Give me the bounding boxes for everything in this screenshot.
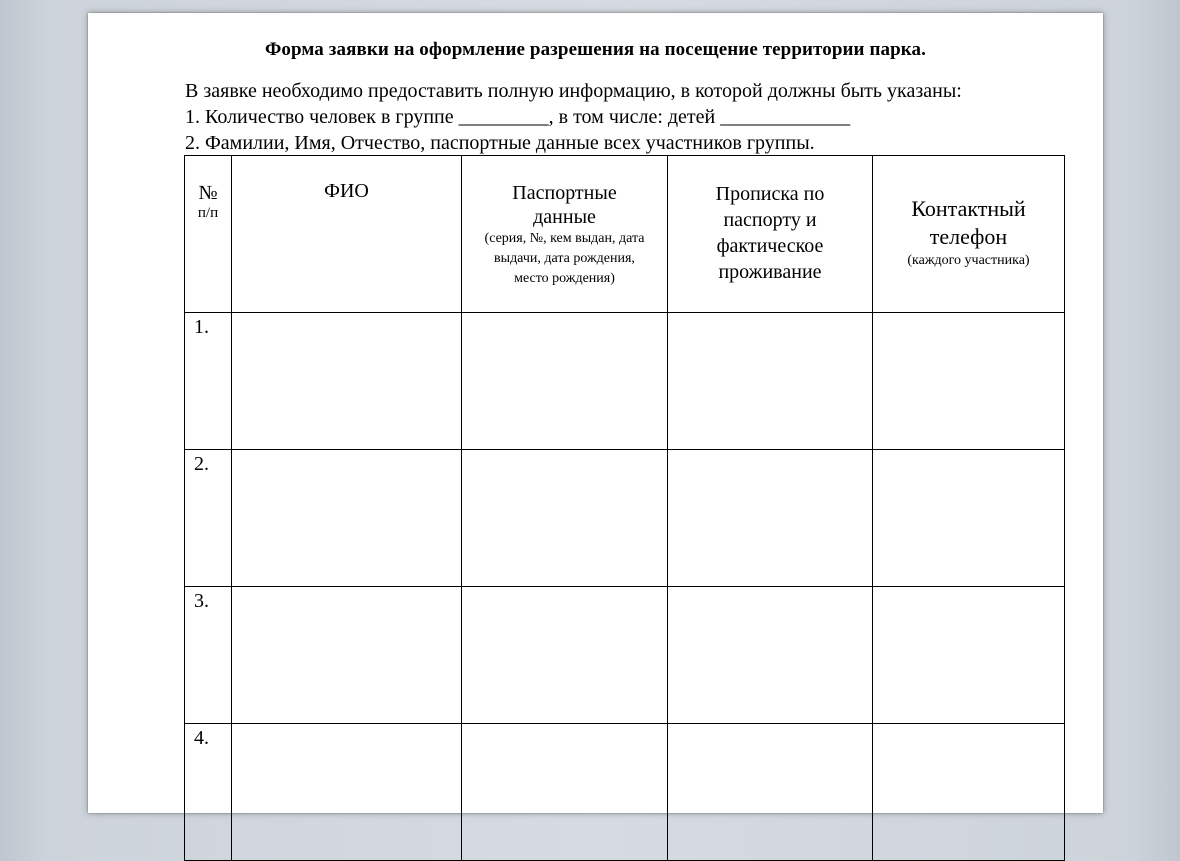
header-passport: [462, 156, 668, 313]
row-number-cell: [185, 450, 232, 587]
table-row: [185, 724, 1065, 861]
header-number-sub: п/п: [197, 205, 219, 221]
fio-cell[interactable]: [232, 724, 462, 861]
header-address: [668, 156, 873, 313]
address-cell[interactable]: [668, 587, 873, 724]
address-cell[interactable]: [668, 313, 873, 450]
intro-line: В заявке необходимо предоставить полную информацию, в которой должны быть указаны:: [185, 80, 962, 102]
row-number: 1.: [194, 316, 209, 338]
header-phone-line2: телефон: [929, 224, 1008, 249]
row-number-cell: [185, 587, 232, 724]
fio-cell[interactable]: [232, 450, 462, 587]
phone-cell[interactable]: [873, 450, 1065, 587]
row-number-cell: [185, 724, 232, 861]
row-number: 2.: [194, 453, 209, 475]
fio-cell[interactable]: [232, 313, 462, 450]
phone-cell[interactable]: [873, 587, 1065, 724]
row-number: 3.: [194, 590, 209, 612]
phone-cell[interactable]: [873, 313, 1065, 450]
header-passport-note: (серия, №, кем выдан, дата выдачи, дата рождения, место рождения): [484, 231, 645, 286]
header-phone-line1: Контактный: [911, 196, 1026, 221]
group-count-line: 1. Количество человек в группе _________, в том числе: детей _____________: [185, 106, 851, 128]
header-fio: [232, 156, 462, 313]
passport-cell[interactable]: [462, 313, 668, 450]
header-address-line1: Прописка по: [715, 183, 825, 205]
header-address-line3: фактическое: [716, 235, 824, 257]
table-row: [185, 450, 1065, 587]
header-phone-note: (каждого участника): [907, 253, 1030, 268]
row-number: 4.: [194, 727, 209, 749]
header-fio-label: ФИО: [324, 180, 369, 202]
table-header-row: [185, 156, 1065, 313]
header-address-line4: проживание: [718, 261, 822, 283]
passport-cell[interactable]: [462, 724, 668, 861]
header-passport-line1: Паспортные: [512, 182, 617, 204]
phone-cell[interactable]: [873, 724, 1065, 861]
header-number-symbol: №: [198, 182, 218, 204]
table-row: [185, 587, 1065, 724]
participants-table: [184, 155, 1065, 861]
header-number: [185, 156, 232, 313]
header-passport-line2: данные: [533, 206, 596, 228]
participants-line: 2. Фамилии, Имя, Отчество, паспортные данные всех участников группы.: [185, 132, 815, 154]
document-page: [88, 13, 1103, 813]
header-address-line2: паспорту и: [723, 209, 817, 231]
fio-cell[interactable]: [232, 587, 462, 724]
table-row: [185, 313, 1065, 450]
row-number-cell: [185, 313, 232, 450]
address-cell[interactable]: [668, 724, 873, 861]
passport-cell[interactable]: [462, 587, 668, 724]
passport-cell[interactable]: [462, 450, 668, 587]
address-cell[interactable]: [668, 450, 873, 587]
header-phone: [873, 156, 1065, 313]
form-title: Форма заявки на оформление разрешения на посещение территории парка.: [265, 39, 926, 60]
